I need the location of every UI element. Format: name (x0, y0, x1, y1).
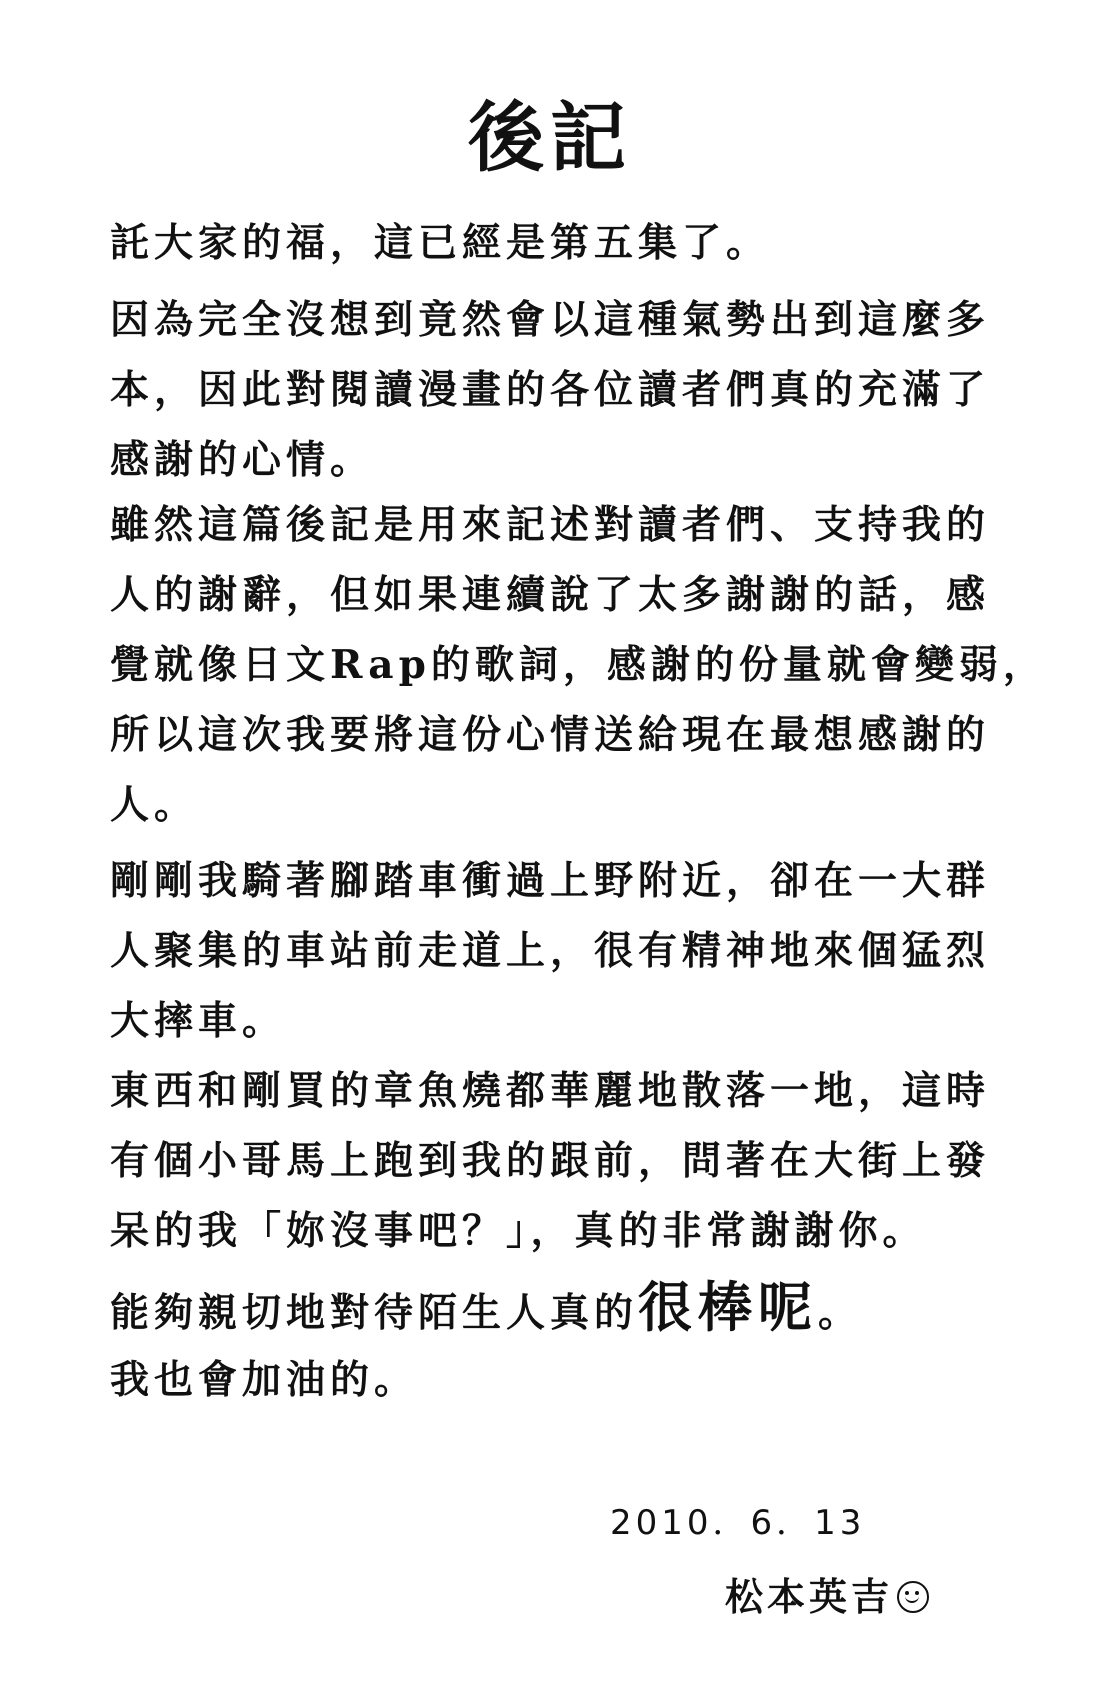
signature (725, 1566, 929, 1621)
paragraph-6 (110, 1272, 1050, 1348)
text-line: 有個小哥馬上跑到我的跟前，問著在大街上發 (110, 1138, 991, 1184)
text-before-emphasis: 能夠親切地對待陌生人真的 (110, 1290, 639, 1336)
paragraph-5 (110, 1056, 1050, 1266)
text-line: 託大家的福，這已經是第五集了。 (110, 220, 771, 266)
smiley-face-icon (897, 1581, 929, 1613)
author-name: 松本英吉 (725, 1574, 894, 1619)
date-text: 2010．6．13 (610, 1503, 866, 1543)
text-line: 我也會加油的。 (110, 1357, 419, 1403)
text-line: 人的謝辭，但如果連續說了太多謝謝的話，感 (110, 572, 991, 618)
page-title: 後記 (468, 93, 632, 182)
text-line: 大摔車。 (110, 998, 287, 1044)
emphasis-text: 很棒呢 (638, 1275, 819, 1339)
paragraph-4 (110, 846, 1050, 1056)
paragraph-2 (110, 285, 1050, 495)
text-line: 呆的我「妳沒事吧？」，真的非常謝謝你。 (110, 1208, 927, 1254)
paragraph-3 (110, 490, 1050, 840)
text-line: 本，因此對閱讀漫畫的各位讀者們真的充滿了 (110, 367, 991, 413)
text-line (110, 1272, 1050, 1348)
text-line: 因為完全沒想到竟然會以這種氣勢出到這麼多 (110, 297, 991, 343)
text-line: 剛剛我騎著腳踏車衝過上野附近，卻在一大群 (110, 858, 991, 904)
text-line: 人聚集的車站前走道上，很有精神地來個猛烈 (110, 928, 991, 974)
text-line: 東西和剛買的章魚燒都華麗地散落一地，這時 (110, 1068, 991, 1114)
text-after-emphasis: 。 (818, 1290, 863, 1336)
paragraph-1 (110, 208, 1050, 278)
text-line: 感謝的心情。 (110, 437, 375, 483)
text-line: 覺就像日文Rap的歌詞，感謝的份量就會變弱， (110, 642, 1047, 688)
text-line: 人。 (110, 782, 199, 828)
paragraph-7 (110, 1345, 1050, 1415)
text-line: 所以這次我要將這份心情送給現在最想感謝的 (110, 712, 991, 758)
text-line: 雖然這篇後記是用來記述對讀者們、支持我的 (110, 502, 991, 548)
